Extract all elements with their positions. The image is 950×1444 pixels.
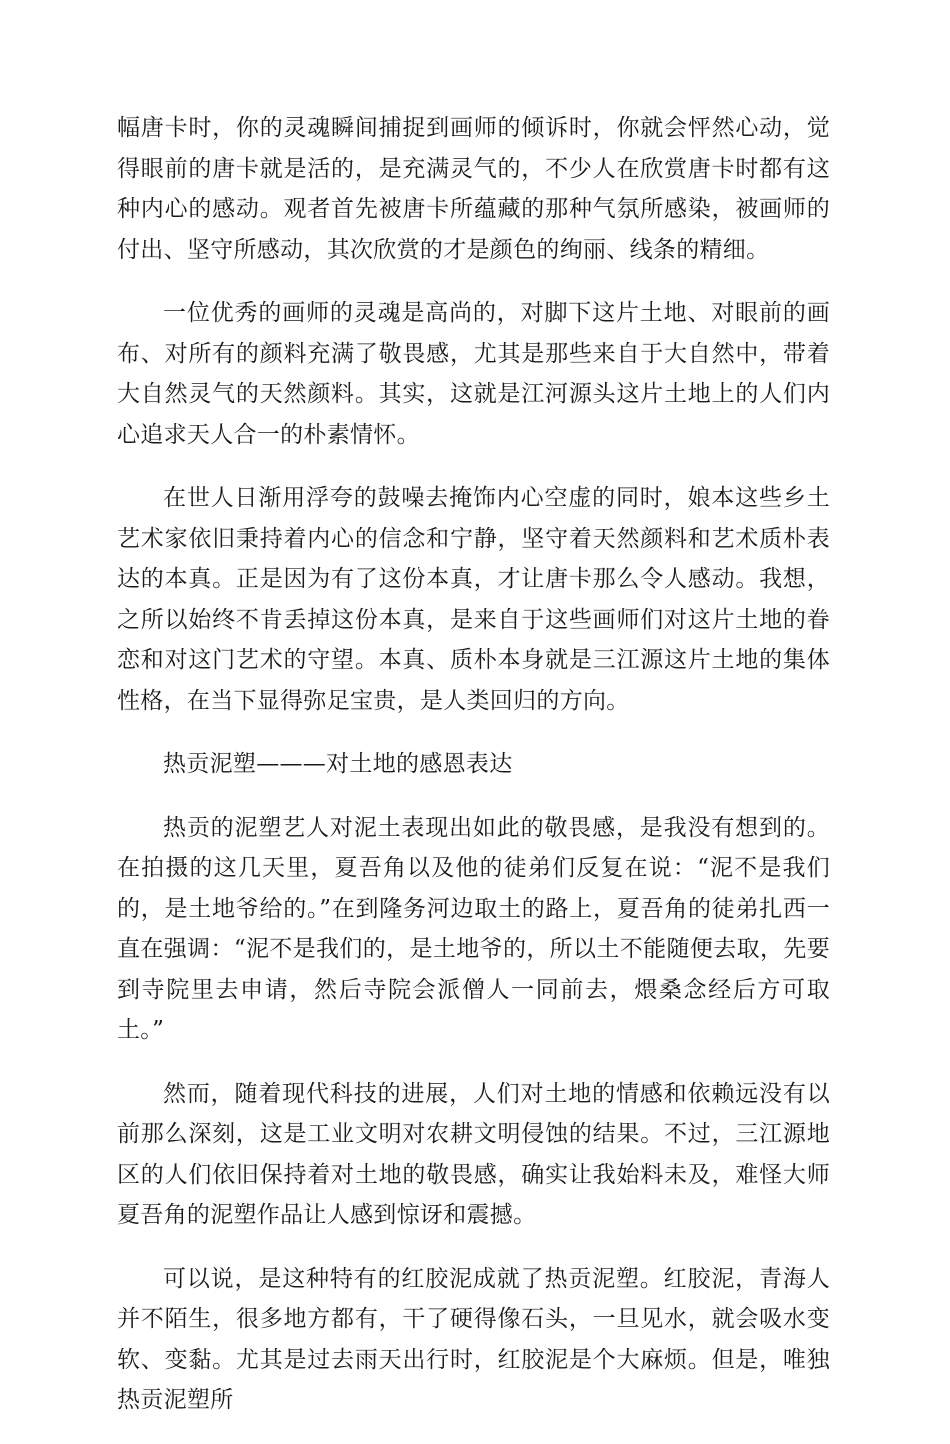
paragraph-clay-reverence: 热贡的泥塑艺人对泥土表现出如此的敬畏感，是我没有想到的。在拍摄的这几天里，夏吾角以及他的徒弟们反复在说：“泥不是我们的，是土地爷给的。”在到隆务河边取土的路上，夏吾角的徒弟扎西一直在强调：“泥不是我们的，是土地爷的，所以土不能随便去取，先要到寺院里去申请，然后寺院会派僧人一同前去，煨桑念经后方可取土。”	[117, 814, 830, 1043]
document-page	[117, 108, 830, 1444]
paragraph-red-clay: 可以说，是这种特有的红胶泥成就了热贡泥塑。红胶泥，青海人并不陌生，很多地方都有，干了硬得像石头，一旦见水，就会吸水变软、变黏。尤其是过去雨天出行时，红胶泥是个大麻烦。但是，唯独热贡泥塑所	[117, 1265, 830, 1413]
paragraph-continuation: 幅唐卡时，你的灵魂瞬间捕捉到画师的倾诉时，你就会怦然心动，觉得眼前的唐卡就是活的，是充满灵气的，不少人在欣赏唐卡时都有这种内心的感动。观者首先被唐卡所蕴藏的那种气氛所感染，被画师的付出、坚守所感动，其次欣赏的才是颜色的绚丽、线条的精细。	[117, 115, 830, 263]
paragraph-authenticity: 在世人日渐用浮夸的鼓噪去掩饰内心空虚的同时，娘本这些乡土艺术家依旧秉持着内心的信念和宁静，坚守着天然颜料和艺术质朴表达的本真。正是因为有了这份本真，才让唐卡那么令人感动。我想，之所以始终不肯丢掉这份本真，是来自于这些画师们对这片土地的眷恋和对这门艺术的守望。本真、质朴本身就是三江源这片土地的集体性格，在当下显得弥足宝贵，是人类回归的方向。	[117, 485, 830, 714]
paragraph-modern-technology: 然而，随着现代科技的进展，人们对土地的情感和依赖远没有以前那么深刻，这是工业文明对农耕文明侵蚀的结果。不过，三江源地区的人们依旧保持着对土地的敬畏感，确实让我始料未及，难怪大师夏吾角的泥塑作品让人感到惊讶和震撼。	[117, 1080, 830, 1228]
section-heading: 热贡泥塑———对土地的感恩表达	[163, 751, 513, 777]
paragraph-painter-soul: 一位优秀的画师的灵魂是高尚的，对脚下这片土地、对眼前的画布、对所有的颜料充满了敬畏感，尤其是那些来自于大自然中，带着大自然灵气的天然颜料。其实，这就是江河源头这片土地上的人们内心追求天人合一的朴素情怀。	[117, 300, 830, 448]
